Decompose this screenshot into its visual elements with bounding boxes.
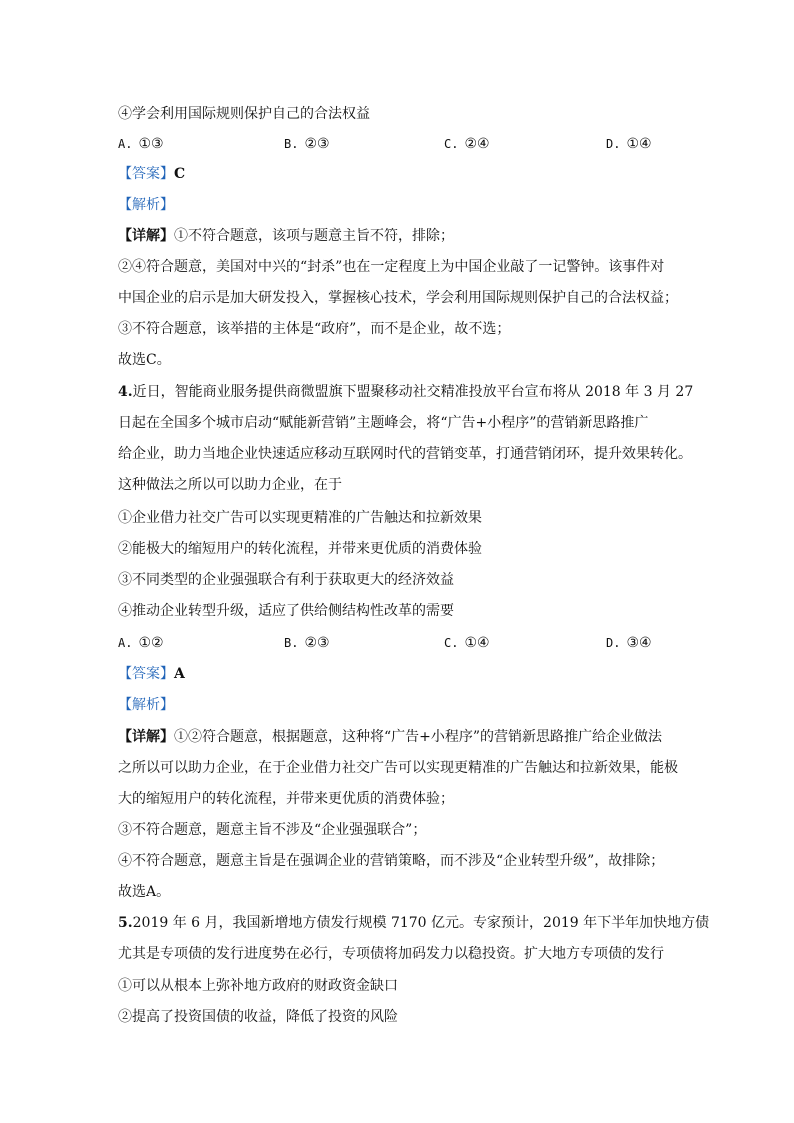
detail-tag: 【详解】 <box>118 228 174 244</box>
q4-option-3: ③不同类型的企业强强联合有利于获取更大的经济效益 <box>118 572 454 588</box>
q3-choice-b: B. ②③ <box>284 136 330 152</box>
answer-value: A <box>174 666 185 682</box>
q5-number: 5. <box>118 915 133 931</box>
q4-detail-5: ④不符合题意，题意主旨是在强调企业的营销策略，而不涉及“企业转型升级”，故排除； <box>118 853 665 869</box>
q4-stem-1: 4.近日，智能商业服务提供商微盟旗下盟聚移动社交精准投放平台宣布将从 2018 年 3 月 27 <box>118 384 694 400</box>
q4-choice-c: C. ①④ <box>444 635 490 651</box>
q3-analysis-tag: 【解析】 <box>118 197 174 213</box>
answer-tag: 【答案】 <box>118 666 174 682</box>
q4-answer <box>118 664 678 684</box>
q4-detail-4: ③不符合题意，题意主旨不涉及“企业强强联合”； <box>118 822 427 838</box>
q3-choice-c: C. ②④ <box>444 136 490 152</box>
q3-choice-a: A. ①③ <box>118 136 164 152</box>
q3-choices <box>118 134 678 154</box>
q4-choice-d: D. ③④ <box>606 635 652 651</box>
q5-stem-2: 尤其是专项债的发行进度势在必行，专项债将加码发力以稳投资。扩大地方专项债的发行 <box>118 946 664 962</box>
detail-tag: 【详解】 <box>118 729 174 745</box>
q4-number: 4. <box>118 384 133 400</box>
q3-option-4: ④学会利用国际规则保护自己的合法权益 <box>118 106 370 122</box>
q3-choice-d: D. ①④ <box>606 136 652 152</box>
q3-detail-2: ②④符合题意，美国对中兴的“封杀”也在一定程度上为中国企业敲了一记警钟。该事件对 <box>118 259 665 275</box>
q4-stem-4: 这种做法之所以可以助力企业，在于 <box>118 477 342 493</box>
q4-analysis-tag: 【解析】 <box>118 697 174 713</box>
answer-value: C <box>174 166 186 182</box>
q4-stem-3: 给企业，助力当地企业快速适应移动互联网时代的营销变革，打通营销闭环，提升效果转化。 <box>118 446 692 462</box>
q4-choice-a: A. ①② <box>118 635 164 651</box>
q4-option-2: ②能极大的缩短用户的转化流程，并带来更优质的消费体验 <box>118 541 482 557</box>
q5-stem-1: 5.2019 年 6 月，我国新增地方债发行规模 7170 亿元。专家预计，2019 年下半年加快地方债 <box>118 915 710 931</box>
q4-choices <box>118 633 678 653</box>
q5-option-1: ①可以从根本上弥补地方政府的财政资金缺口 <box>118 978 398 994</box>
q3-answer <box>118 164 678 184</box>
q4-choice-b: B. ②③ <box>284 635 330 651</box>
q3-detail-5: 故选C。 <box>118 352 171 368</box>
q4-detail-1: 【详解】①②符合题意，根据题意，这种将“广告+小程序”的营销新思路推广给企业做法 <box>118 729 663 745</box>
q5-option-2: ②提高了投资国债的收益，降低了投资的风险 <box>118 1009 398 1025</box>
answer-tag: 【答案】 <box>118 166 174 182</box>
q3-detail-3: 中国企业的启示是加大研发投入，掌握核心技术，学会利用国际规则保护自己的合法权益； <box>118 290 678 306</box>
q4-stem-2: 日起在全国多个城市启动“赋能新营销”主题峰会，将“广告+小程序”的营销新思路推广 <box>118 415 649 431</box>
q4-option-4: ④推动企业转型升级，适应了供给侧结构性改革的需要 <box>118 603 454 619</box>
q4-detail-6: 故选A。 <box>118 884 171 900</box>
q4-option-1: ①企业借力社交广告可以实现更精准的广告触达和拉新效果 <box>118 510 482 526</box>
q3-detail-1: 【详解】①不符合题意，该项与题意主旨不符，排除； <box>118 228 454 244</box>
q3-detail-4: ③不符合题意，该举措的主体是“政府”，而不是企业，故不选； <box>118 321 511 337</box>
q4-detail-3: 大的缩短用户的转化流程，并带来更优质的消费体验； <box>118 791 454 807</box>
q4-detail-2: 之所以可以助力企业，在于企业借力社交广告可以实现更精准的广告触达和拉新效果，能极 <box>118 760 678 776</box>
